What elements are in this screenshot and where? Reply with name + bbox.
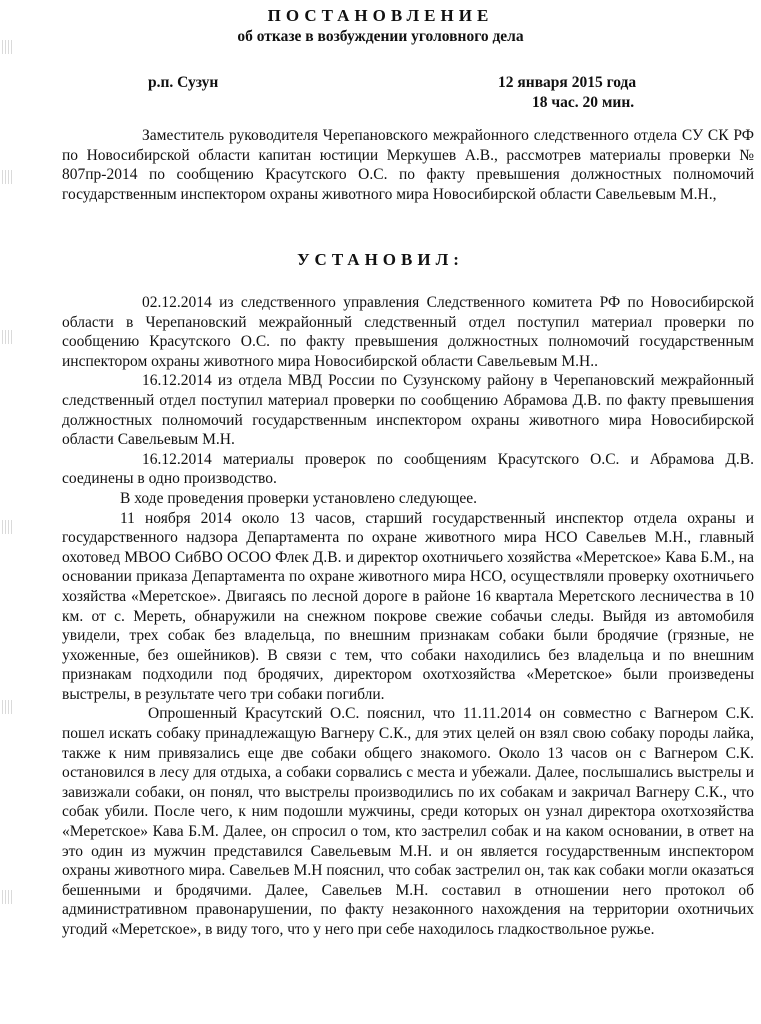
document-subtitle: об отказе в возбуждении уголовного дела: [237, 28, 524, 45]
scan-artifact: [2, 520, 12, 534]
section-heading: УСТАНОВИЛ:: [297, 250, 464, 269]
paragraph: 11 ноября 2014 около 13 часов, старший государственный инспектор отдела охраны и государственного надзора Департамента по охране животного мира НСО Савельев М.Н., главный охотовед МВОО СибВО ОСОО Флек Д.В. и директор охотничьего хозяйства «Меретское» Кава Б.М., на основании приказа Департамента по охране животного мира НСО, осуществляли проверку охотничьего хозяйства «Меретское». Двигаясь по лесной дороге в районе 16 квартала Меретского лесничества в 10 км. от с. Мереть, обнаружили на снежном покрове свежие собачьи следы. Выйдя из автомобиля увидели, трех собак без владельца, по внешним признакам собаки были бродячие (грязные, не ухоженные, без ошейников). В связи с тем, что собаки находились без владельца и по внешним признакам подходили под бродячих, директором охотхозяйства «Меретское» были произведены выстрелы, в результате чего три собаки погибли.: [62, 509, 754, 703]
document-title: ПОСТАНОВЛЕНИЕ: [267, 6, 494, 25]
scan-artifact: [2, 170, 12, 184]
document-place: р.п. Сузун: [148, 74, 219, 91]
paragraph: В ходе проведения проверки установлено следующее.: [120, 489, 477, 507]
paragraph: 16.12.2014 из отдела МВД России по Сузунскому району в Черепановский межрайонный следственный отдел поступил материал проверки по сообщению Абрамова Д.В. по факту превышения должностных полномочий государственным инспектором охраны животного мира Новосибирской области Савельевым М.Н.: [62, 372, 754, 449]
body-text: [62, 293, 754, 940]
scan-artifact: [2, 700, 12, 714]
paragraph: 02.12.2014 из следственного управления Следственного комитета РФ по Новосибирской области в Черепановский межрайонный следственный отдел поступил материал проверки по сообщению Красутского О.С. по факту превышения должностных полномочий государственным инспектором охраны животного мира Новосибирской области Савельевым М.Н..: [62, 294, 754, 370]
intro-paragraph: Заместитель руководителя Черепановского межрайонного следственного отдела СУ СК РФ по Новосибирской области капитан юстиции Меркушев А.В., рассмотрев материалы проверки № 807пр-2014 по сообщению Красутского О.С. по факту превышения должностных полномочий государственным инспектором охраны животного мира Новосибирской области Савельевым М.Н.,: [62, 127, 754, 203]
document-date: 12 января 2015 года: [498, 74, 637, 91]
paragraph: Опрошенный Красутский О.С. пояснил, что 11.11.2014 он совместно с Вагнером С.К. пошел искать собаку принадлежащую Вагнеру С.К., для этих целей он взял свою собаку породы лайка, также к ним привязались еще две собаки общего знакомого. Около 13 часов он с Вагнером С.К. остановился в лесу для отдыха, а собаки сорвались с места и убежали. Далее, послышались выстрелы и завизжали собаки, он понял, что выстрелы производились по их собакам и закричал Вагнеру С.К., что собак убили. После чего, к ним подошли мужчины, среди которых он узнал директора охотхозяйства «Меретское» Кава Б.М. Далее, он спросил о том, кто застрелил собак и на каком основании, в ответ на это один из мужчин представился Савельевым М.Н. и он является государственным инспектором охраны животного мира. Савельев М.Н пояснил, что собак застрелил он, так как собаки могли оказаться бешенными и бродячими. Далее, Савельев М.Н. составил в отношении него протокол об административном правонарушении, по факту незаконного нахождения на территории охотничьих угодий «Меретское», в виду того, что у него при себе находилось гладкоствольное ружье.: [62, 705, 754, 938]
intro-block: [62, 126, 754, 204]
paragraph: 16.12.2014 материалы проверок по сообщениям Красутского О.С. и Абрамова Д.В. соединены в одно производство.: [62, 450, 754, 488]
scan-artifact: [2, 890, 12, 904]
scan-artifact: [2, 330, 12, 344]
document-time: 18 час. 20 мин.: [532, 94, 635, 111]
